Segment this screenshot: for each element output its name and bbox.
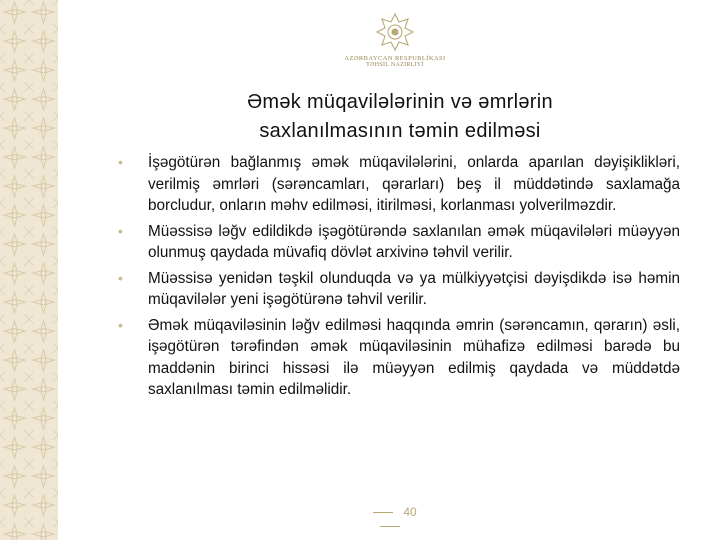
bullet-text: Əmək müqaviləsinin ləğv edilməsi haqqında əmrin (sərəncamın, qərarın) əsli, işəgötürən tərəfindən əmək müqaviləsinin mühafizə edilməsi barədə bu maddənin birinci hissəsi ilə müəyyən edilmiş qaydada və müddətdə saxlanılması təmin edilməlidir. (148, 316, 680, 398)
decorative-sidebar (0, 0, 58, 540)
slide-title (140, 88, 660, 146)
bullet-item (118, 152, 680, 217)
footer-line-right (380, 526, 400, 527)
bullet-icon: • (118, 269, 123, 286)
page-number: 40 (403, 505, 417, 519)
bullet-text: Müəssisə yenidən təşkil olunduqda və ya mülkiyyətçisi dəyişdikdə isə həmin müqavilələr yeni işəgötürənə təhvil verilir. (148, 269, 680, 308)
bullet-item (118, 315, 680, 401)
bullet-icon: • (118, 154, 123, 170)
page-footer (345, 505, 435, 533)
ministry-logo (340, 12, 450, 68)
bullet-text: Müəssisə ləğv edildikdə işəgötürəndə saxlanılan əmək müqavilələri müəyyən olunmuş qaydada müvafiq dövlət arxivinə təhvil verilir. (148, 222, 680, 261)
bullet-list (118, 152, 680, 405)
logo-org-subname: TƏHSİL NAZİRLİYİ (366, 62, 424, 68)
bullet-text: İşəgötürən bağlanmış əmək müqavilələrini, onlarda aparılan dəyişiklikləri, verilmiş əmrləri (sərəncamları, qərarları) beş il müddətində saxlamağa borcludur, onların məhv edilməsi, itirilməsi, korlanması yolverilməzdir. (148, 154, 680, 214)
bullet-icon: • (118, 316, 123, 333)
title-line-1: Əmək müqavilələrinin və əmrlərin (247, 91, 553, 113)
logo-org-name: AZƏRBAYCAN RESPUBLİKASI (344, 55, 446, 62)
bullet-item (118, 221, 680, 264)
ornament-pattern (0, 0, 58, 540)
title-line-2: saxlanılmasının təmin edilməsi (259, 120, 541, 142)
star-emblem-icon (375, 12, 415, 52)
footer-line-left (373, 512, 393, 513)
bullet-item (118, 268, 680, 311)
bullet-icon: • (118, 222, 123, 239)
